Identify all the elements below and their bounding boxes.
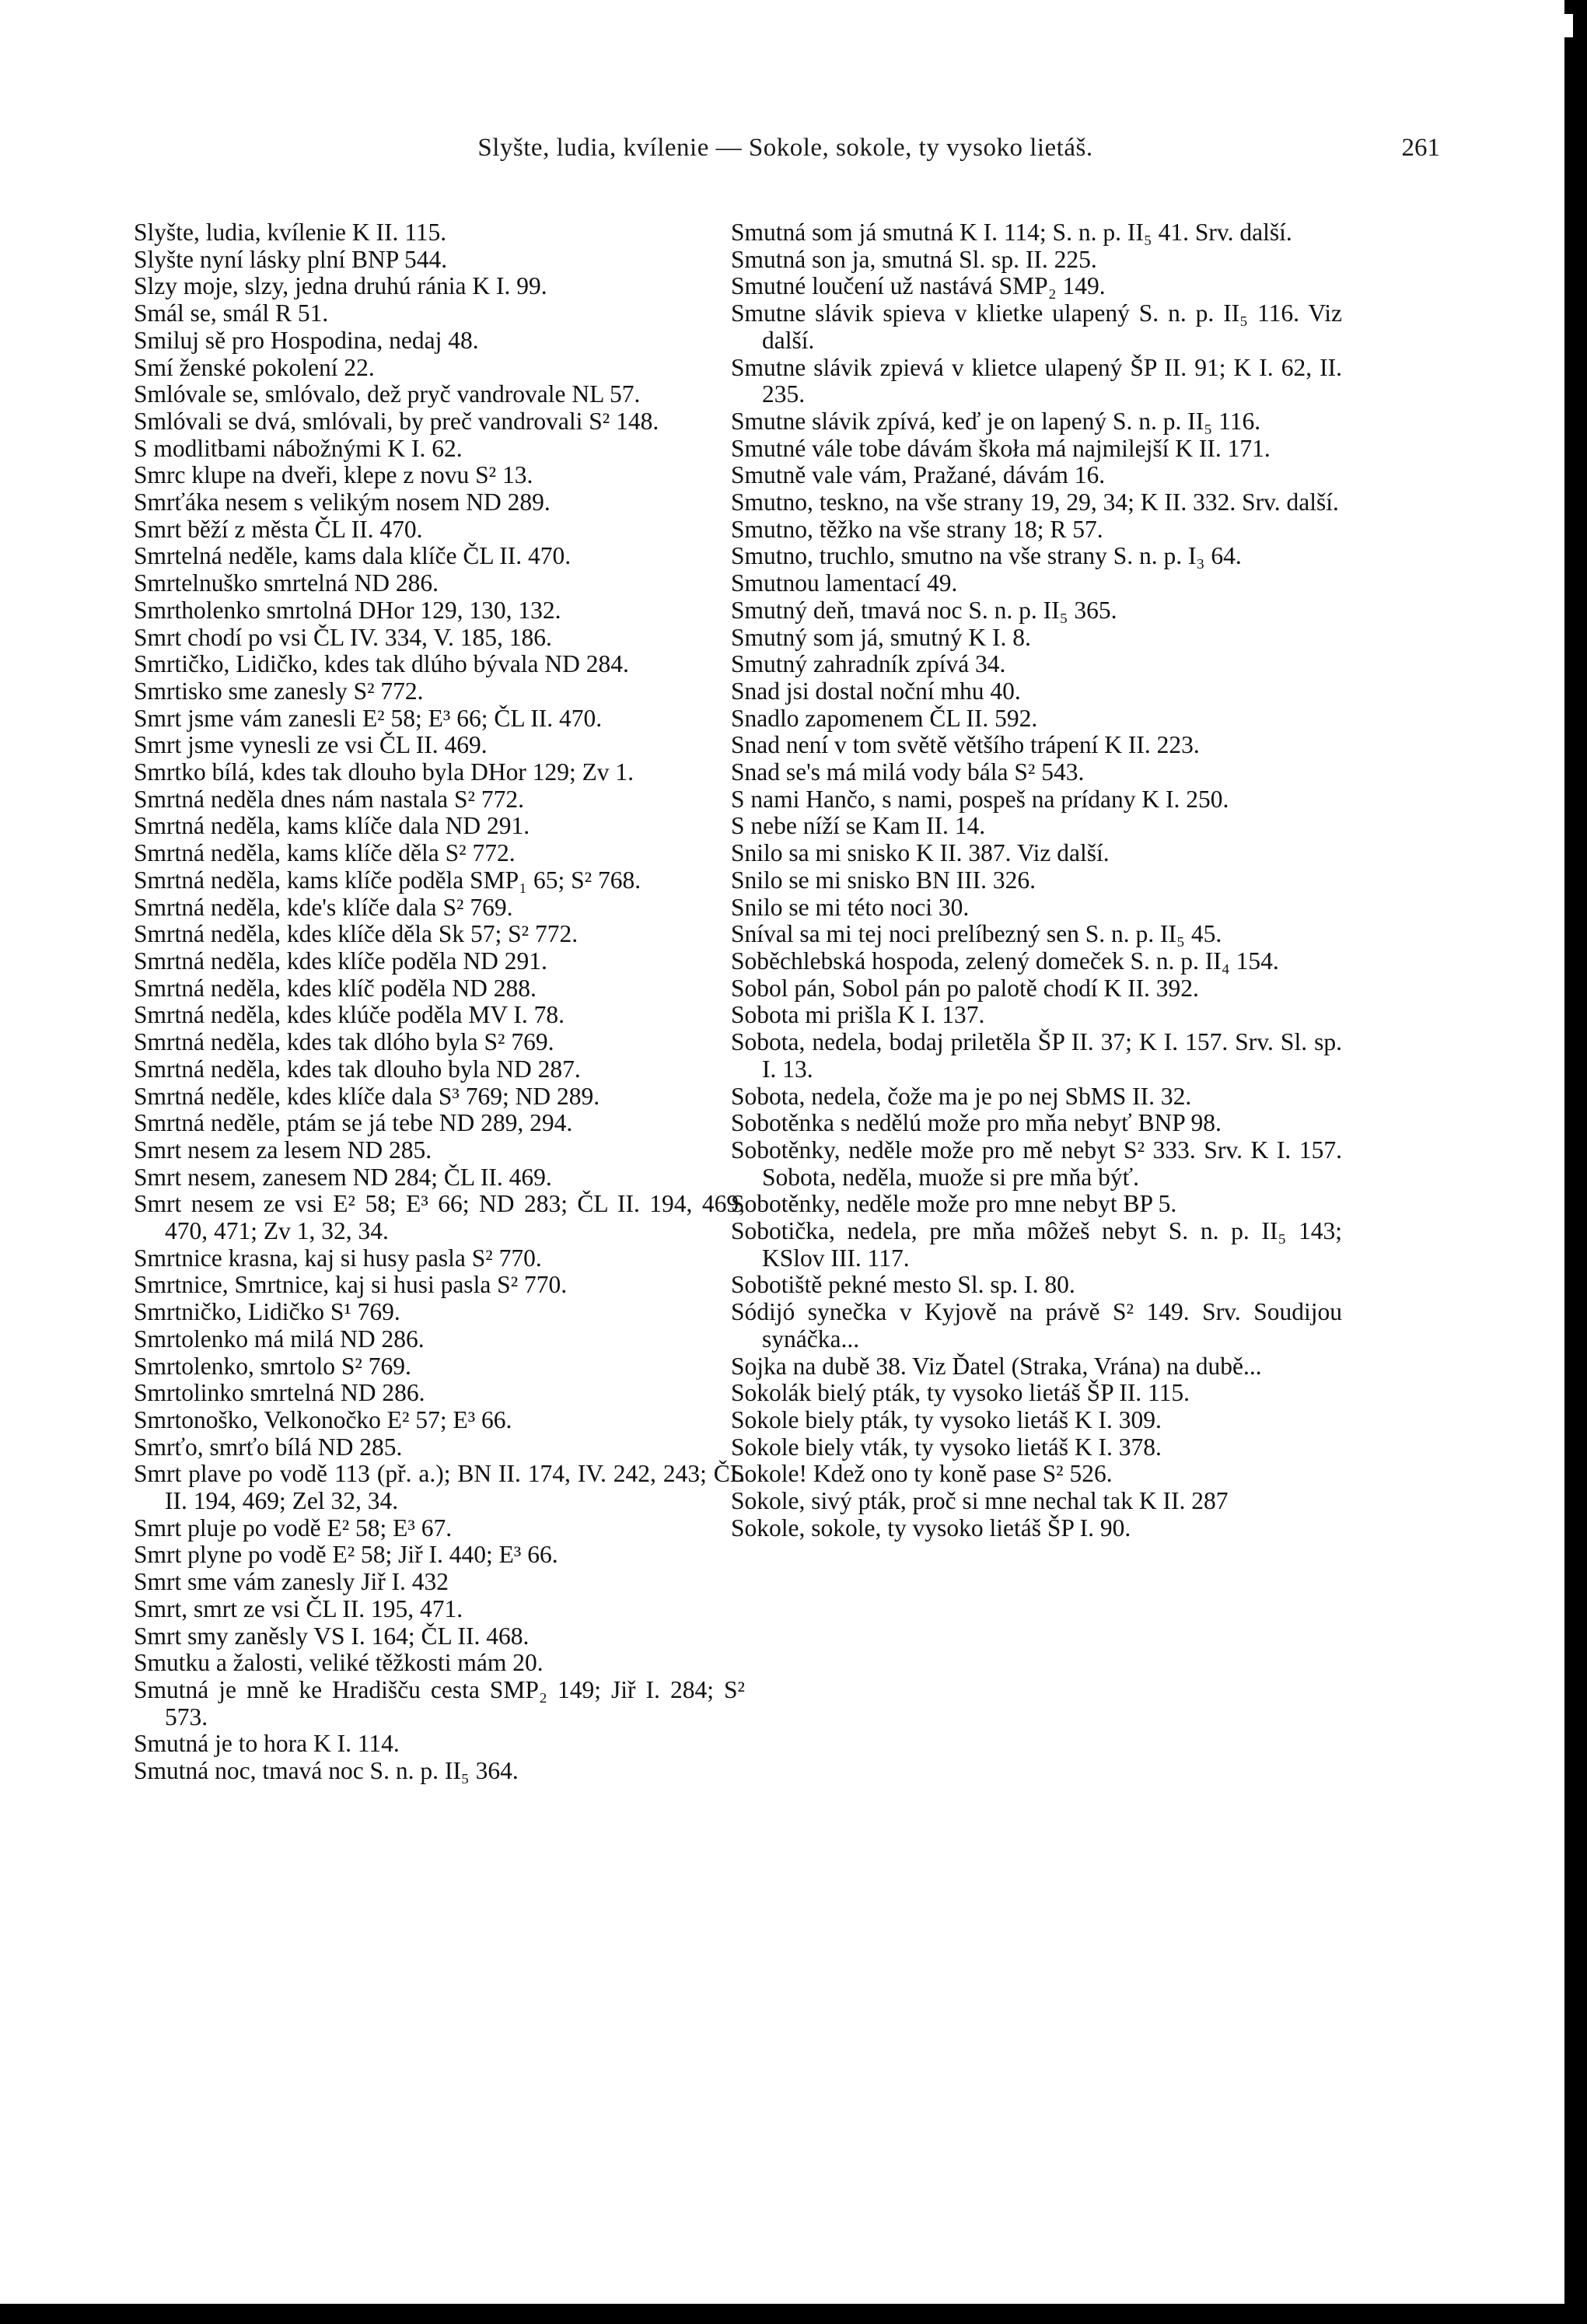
index-entry: Smrtelná neděle, kams dala klíče ČL II. 470.: [134, 542, 572, 570]
index-entry: Smrt nesem, zanesem ND 284; ČL II. 469.: [134, 1163, 552, 1191]
index-entry: Sobota, nedela, bodaj priletěla ŠP II. 37; K I. 157. Srv. Sl. sp. I. 13.: [731, 1028, 1342, 1083]
right-column: [731, 219, 1342, 1542]
index-entry: Snadlo zapomenem ČL II. 592.: [731, 704, 1038, 732]
index-entry: Smrtná neděla, kams klíče děla S² 772.: [134, 839, 516, 867]
index-entry: Smrtholenko smrtolná DHor 129, 130, 132.: [134, 596, 561, 624]
index-entry: Snilo se mi snisko BN III. 326.: [731, 866, 1036, 894]
index-entry: Smrt nesem ze vsi E² 58; E³ 66; ND 283; ČL II. 194, 469, 470, 471; Zv 1, 32, 34.: [134, 1190, 745, 1245]
index-entry: Slyšte nyní lásky plní BNP 544.: [134, 245, 448, 273]
index-entry: Smrtná neděle, ptám se já tebe ND 289, 294.: [134, 1109, 573, 1137]
index-entry: Sokole, sivý pták, proč si mne nechal tak K II. 287: [731, 1487, 1229, 1515]
index-entry: Sobota, nedela, čože ma je po nej SbMS II. 32.: [731, 1082, 1192, 1110]
index-entry: Smrt nesem za lesem ND 285.: [134, 1136, 432, 1164]
index-entry: Smutný zahradník zpívá 34.: [731, 650, 1006, 678]
index-entry: Smrtná neděle, kdes klíče dala S³ 769; ND 289.: [134, 1082, 600, 1110]
index-entry: Smrtolenko, smrtolo S² 769.: [134, 1352, 411, 1380]
index-entry: Smutno, těžko na vše strany 18; R 57.: [731, 515, 1103, 543]
index-entry: Smlóvali se dvá, smlóvali, by preč vandrovali S² 148.: [134, 407, 659, 435]
index-entry: Slzy moje, slzy, jedna druhú ránia K I. 99.: [134, 272, 547, 300]
index-entry: Soběchlebská hospoda, zelený domeček S. n. p. II₄ 154.: [731, 947, 1279, 975]
index-entry: Smrtná neděla, kams klíče poděla SMP₁ 65; S² 768.: [134, 866, 641, 894]
index-entry: Smrtolinko smrtelná ND 286.: [134, 1379, 425, 1407]
index-entry: Sobota mi prišla K I. 137.: [731, 1001, 985, 1029]
scan-edge-mark: [1561, 14, 1573, 37]
index-entry: Smrc klupe na dveři, klepe z novu S² 13.: [134, 461, 533, 489]
index-entry: Sobol pán, Sobol pán po palotě chodí K II. 392.: [731, 974, 1199, 1002]
index-entry: Sobotička, nedela, pre mňa môžeš nebyt S. n. p. II₅ 143; KSlov III. 117.: [731, 1217, 1342, 1272]
index-entry: Smutku a žalosti, veliké těžkosti mám 20.: [134, 1649, 544, 1677]
index-entry: Smutné loučení už nastává SMP₂ 149.: [731, 272, 1106, 300]
index-entry: Sokole, sokole, ty vysoko lietáš ŠP I. 90.: [731, 1514, 1131, 1542]
index-entry: Smutne slávik zpievá v klietce ulapený ŠP II. 91; K I. 62, II. 235.: [731, 353, 1342, 408]
index-entry: Smutno, truchlo, smutno na vše strany S. n. p. I₃ 64.: [731, 542, 1242, 570]
index-entry: S modlitbami nábožnými K I. 62.: [134, 434, 463, 462]
running-title: Slyšte, ludia, kvílenie — Sokole, sokole, ty vysoko lietáš.: [477, 134, 1093, 162]
left-column: [134, 219, 745, 1785]
index-entry: Smutná je mně ke Hradišču cesta SMP₂ 149; Jiř I. 284; S² 573.: [134, 1675, 745, 1731]
index-entry: Smiluj sě pro Hospodina, nedaj 48.: [134, 326, 479, 354]
index-entry: Snilo se mi této noci 30.: [731, 893, 970, 921]
index-entry: Smrtičko, Lidičko, kdes tak dlúho bývala ND 284.: [134, 650, 629, 678]
index-entry: Smrt plyne po vodě E² 58; Jiř I. 440; E³ 66.: [134, 1541, 558, 1569]
index-entry: Smutne slávik spieva v klietke ulapený S. n. p. II₅ 116. Viz další.: [731, 299, 1342, 354]
index-entry: Smrtolenko má milá ND 286.: [134, 1325, 425, 1353]
index-entry: Sokolák bielý pták, ty vysoko lietáš ŠP II. 115.: [731, 1379, 1190, 1407]
index-entry: Sokole biely pták, ty vysoko lietáš K I. 309.: [731, 1405, 1162, 1433]
index-entry: Smrt chodí po vsi ČL IV. 334, V. 185, 186.: [134, 623, 552, 651]
index-entry: Smutno, teskno, na vše strany 19, 29, 34; K II. 332. Srv. další.: [731, 488, 1339, 516]
index-entry: Smrtelnuško smrtelná ND 286.: [134, 569, 439, 597]
index-entry: Smrtnice krasna, kaj si husy pasla S² 770.: [134, 1244, 542, 1272]
index-entry: Smutná noc, tmavá noc S. n. p. II₅ 364.: [134, 1757, 519, 1785]
index-entry: Sobotěnka s nedělú može pro mňa nebyť BNP 98.: [731, 1109, 1222, 1137]
index-entry: Snad není v tom světě většího trápení K II. 223.: [731, 731, 1200, 759]
index-entry: Smrtná neděla, kdes klíč poděla ND 288.: [134, 974, 537, 1002]
index-entry: Snilo sa mi snisko K II. 387. Viz další.: [731, 839, 1110, 867]
index-entry: Smrt jsme vynesli ze vsi ČL II. 469.: [134, 731, 488, 759]
index-entry: Smrt sme vám zanesly Jiř I. 432: [134, 1568, 449, 1596]
index-entry: Smrtná neděla dnes nám nastala S² 772.: [134, 785, 524, 813]
index-entry: Smál se, smál R 51.: [134, 299, 329, 327]
index-entry: Smrtná neděla, kde's klíče dala S² 769.: [134, 893, 513, 921]
index-entry: Smrt, smrt ze vsi ČL II. 195, 471.: [134, 1594, 463, 1622]
index-entry: Smutne slávik zpívá, keď je on lapený S. n. p. II₅ 116.: [731, 407, 1261, 435]
index-entry: Sojka na dubě 38. Viz Ďatel (Straka, Vrána) na dubě...: [731, 1352, 1262, 1380]
running-head: [131, 134, 1440, 170]
index-entry: Smutnou lamentací 49.: [731, 569, 958, 597]
index-entry: Smrt pluje po vodě E² 58; E³ 67.: [134, 1514, 453, 1542]
index-entry: Smrtko bílá, kdes tak dlouho byla DHor 129; Zv 1.: [134, 758, 634, 786]
index-entry: Smrt jsme vám zanesli E² 58; E³ 66; ČL II. 470.: [134, 704, 603, 732]
index-entry: Smrtná neděla, kdes klíče děla Sk 57; S² 772.: [134, 920, 579, 948]
index-entry: Sódijó synečka v Kyjově na právě S² 149. Srv. Soudijou synáčka...: [731, 1298, 1342, 1353]
index-entry: Smrt běží z města ČL II. 470.: [134, 515, 423, 543]
index-entry: Smí ženské pokolení 22.: [134, 353, 375, 381]
index-entry: Smrtničko, Lidičko S¹ 769.: [134, 1298, 400, 1326]
index-entry: Sobotěnky, neděle može pro mne nebyt BP 5.: [731, 1190, 1177, 1218]
index-entry: S nami Hančo, s nami, pospeš na prídany K I. 250.: [731, 785, 1229, 813]
index-entry: Smrťo, smrťo bílá ND 285.: [134, 1433, 403, 1461]
index-entry: Smutný deň, tmavá noc S. n. p. II₅ 365.: [731, 596, 1117, 624]
index-entry: Smrtná neděla, kams klíče dala ND 291.: [134, 812, 530, 840]
index-entry: Smlóvale se, smlóvalo, dež pryč vandrovale NL 57.: [134, 380, 641, 408]
index-entry: Smrtná neděla, kdes klúče poděla MV I. 78.: [134, 1001, 565, 1029]
index-entry: Smrťáka nesem s velikým nosem ND 289.: [134, 488, 551, 516]
index-entry: Sobotěnky, neděle može pro mě nebyt S² 333. Srv. K I. 157. Sobota, neděla, muože si pre mňa býť.: [731, 1136, 1342, 1191]
index-entry: Smutná som já smutná K I. 114; S. n. p. II₅ 41. Srv. další.: [731, 219, 1292, 246]
index-entry: Sobotiště pekné mesto Sl. sp. I. 80.: [731, 1271, 1075, 1299]
index-entry: Smrt smy zaněsly VS I. 164; ČL II. 468.: [134, 1622, 530, 1650]
index-entry: Smrtnice, Smrtnice, kaj si husi pasla S² 770.: [134, 1271, 568, 1299]
index-entry: Smutná son ja, smutná Sl. sp. II. 225.: [731, 245, 1097, 273]
index-entry: Smrtná neděla, kdes tak dlouho byla ND 287.: [134, 1055, 581, 1083]
index-entry: Smutná je to hora K I. 114.: [134, 1730, 400, 1758]
index-entry: Snad jsi dostal noční mhu 40.: [731, 677, 1021, 705]
index-entry: Smrt plave po vodě 113 (př. a.); BN II. 174, IV. 242, 243; ČL II. 194, 469; Zel 32, 34.: [134, 1460, 745, 1515]
index-entry: S nebe níží se Kam II. 14.: [731, 812, 986, 840]
index-entry: Smrtisko sme zanesly S² 772.: [134, 677, 424, 705]
index-entry: Sníval sa mi tej noci prelíbezný sen S. n. p. II₅ 45.: [731, 920, 1222, 948]
index-entry: Sokole biely vták, ty vysoko lietáš K I. 378.: [731, 1433, 1162, 1461]
index-entry: Smutné vále tobe dávám škoła má najmilejší K II. 171.: [731, 434, 1271, 462]
page-number: 261: [1401, 134, 1440, 162]
index-entry: Smutný som já, smutný K I. 8.: [731, 623, 1031, 651]
index-entry: Smrtonoško, Velkonočko E² 57; E³ 66.: [134, 1405, 512, 1433]
index-entry: Smutně vale vám, Pražané, dávám 16.: [731, 461, 1106, 489]
index-entry: Snad se's má milá vody bála S² 543.: [731, 758, 1085, 786]
index-entry: Smrtná neděla, kdes klíče poděla ND 291.: [134, 947, 547, 975]
index-entry: Sokole! Kdež ono ty koně pase S² 526.: [731, 1460, 1113, 1488]
index-entry: Slyšte, ludia, kvílenie K II. 115.: [134, 219, 447, 246]
index-entry: Smrtná neděla, kdes tak dlóho byla S² 769.: [134, 1028, 554, 1056]
